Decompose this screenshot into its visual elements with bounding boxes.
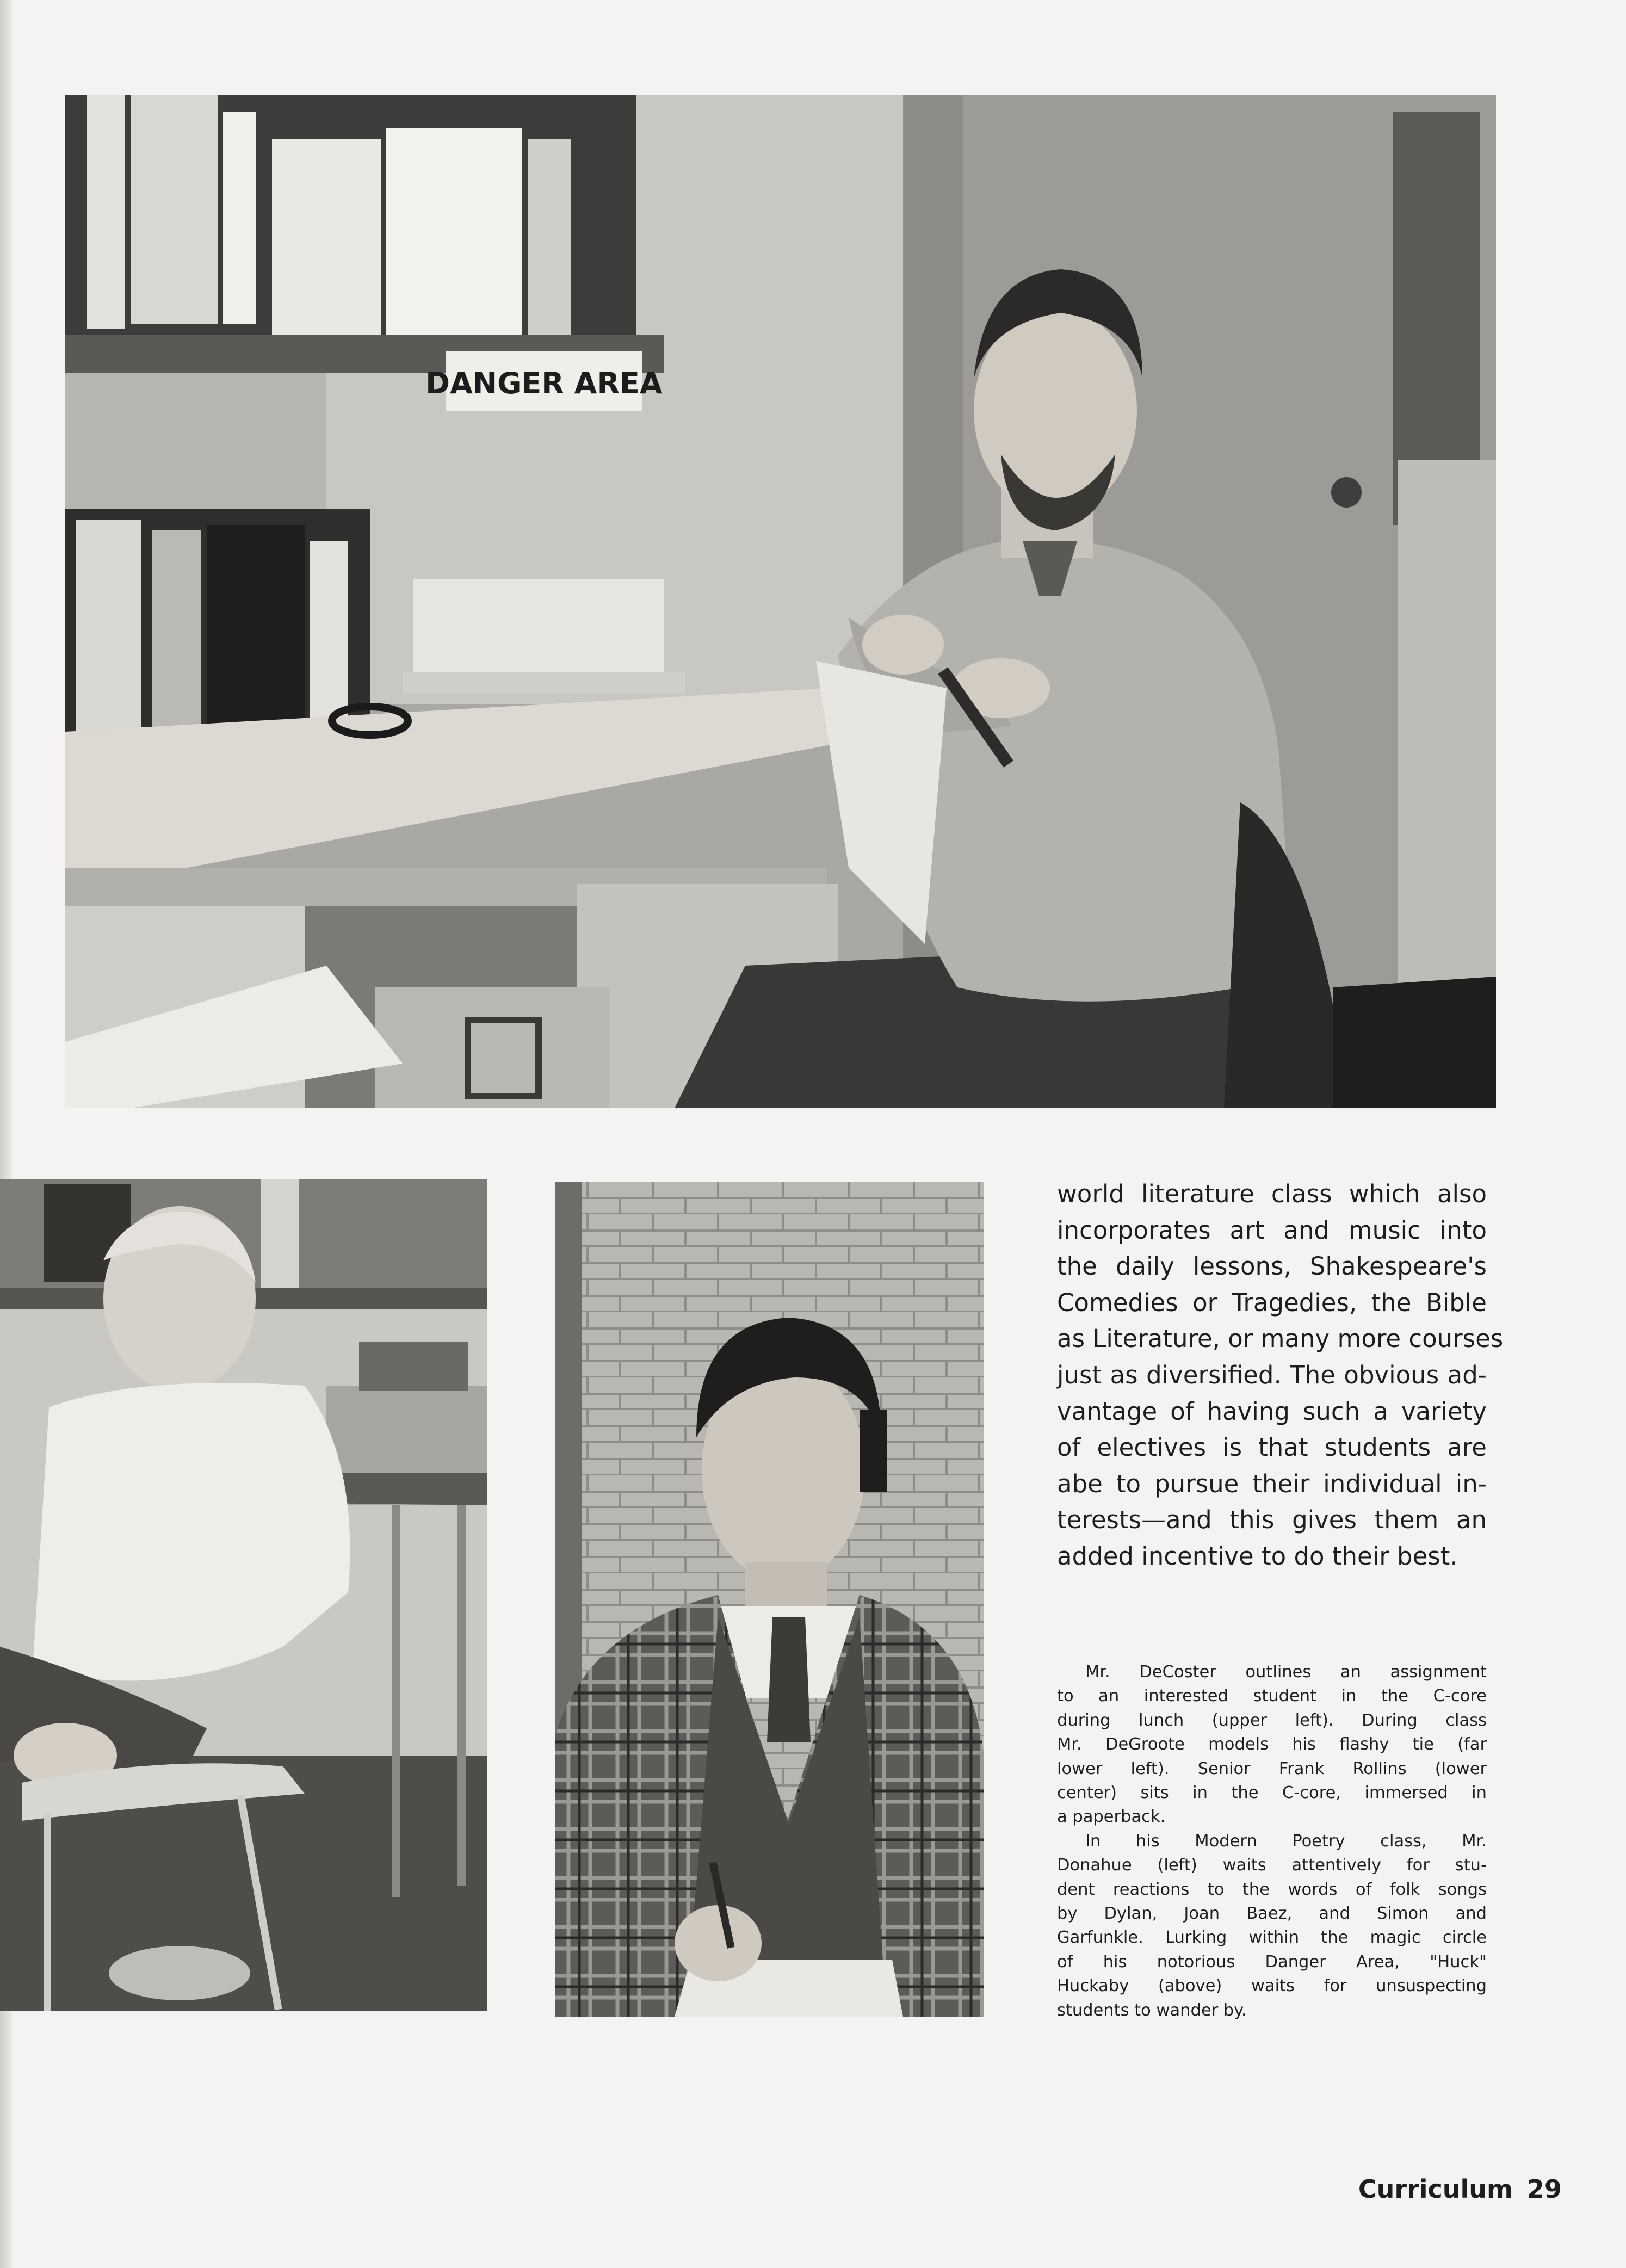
caption-line: by Dylan, Joan Baez, and Simon and [1057, 1904, 1487, 1924]
caption-line: In his Modern Poetry class, Mr. [1085, 1831, 1487, 1851]
caption-line: of his notorious Danger Area, "Huck" [1057, 1952, 1487, 1972]
caption-line: Mr. DeCoster outlines an assignment [1085, 1663, 1487, 1682]
photo-teacher-at-desk-image [65, 95, 1496, 1108]
caption-line: lower left). Senior Frank Rollins (lower [1057, 1759, 1487, 1778]
body-text-line: world literature class which also [1057, 1179, 1487, 1208]
photo-caption [1057, 1660, 1487, 2023]
photo-man-plaid-jacket [555, 1182, 984, 2017]
caption-line: Mr. DeGroote models his flashy tie (far [1057, 1735, 1487, 1754]
body-text-line: incorporates art and music into [1057, 1215, 1487, 1245]
body-text-column [1057, 1176, 1504, 1575]
caption-line: to an interested student in the C-core [1057, 1686, 1487, 1706]
body-text-line: Comedies or Tragedies, the Bible [1057, 1288, 1487, 1317]
body-text-line: abe to pursue their individual in- [1057, 1469, 1487, 1498]
body-text-line: terests—and this gives them an [1057, 1505, 1487, 1535]
body-text-line: just as diversified. The obvious ad- [1057, 1360, 1487, 1389]
body-text-line: as Literature, or many more courses [1057, 1324, 1504, 1354]
caption-line: Garfunkle. Lurking within the magic circle [1057, 1928, 1487, 1948]
body-text-line: vantage of having such a variety [1057, 1396, 1487, 1426]
caption-line: students to wander by. [1057, 2000, 1247, 2020]
photo-teacher-at-desk [65, 95, 1496, 1108]
caption-line: Donahue (left) waits attentively for stu- [1057, 1856, 1487, 1875]
section-label: Curriculum [1358, 2174, 1513, 2204]
caption-line: center) sits in the C-core, immersed in [1057, 1783, 1487, 1803]
photo-student-in-chair-image [0, 1179, 487, 2011]
body-text-line: the daily lessons, Shakespeare's [1057, 1252, 1487, 1281]
caption-line: dent reactions to the words of folk songs [1057, 1880, 1487, 1899]
photo-man-plaid-jacket-image [555, 1182, 984, 2017]
body-text-line: of electives is that students are [1057, 1433, 1487, 1462]
page-folio [1358, 2174, 1562, 2204]
caption-line: during lunch (upper left). During class [1057, 1710, 1487, 1730]
danger-area-sign-text: DANGER AREA [425, 366, 663, 400]
caption-line: a paperback. [1057, 1807, 1166, 1827]
caption-line: Huckaby (above) waits for unsuspecting [1057, 1976, 1487, 1996]
page-number: 29 [1526, 2174, 1562, 2204]
body-text-line: added incentive to do their best. [1057, 1541, 1458, 1571]
photo-student-in-chair [0, 1179, 487, 2011]
